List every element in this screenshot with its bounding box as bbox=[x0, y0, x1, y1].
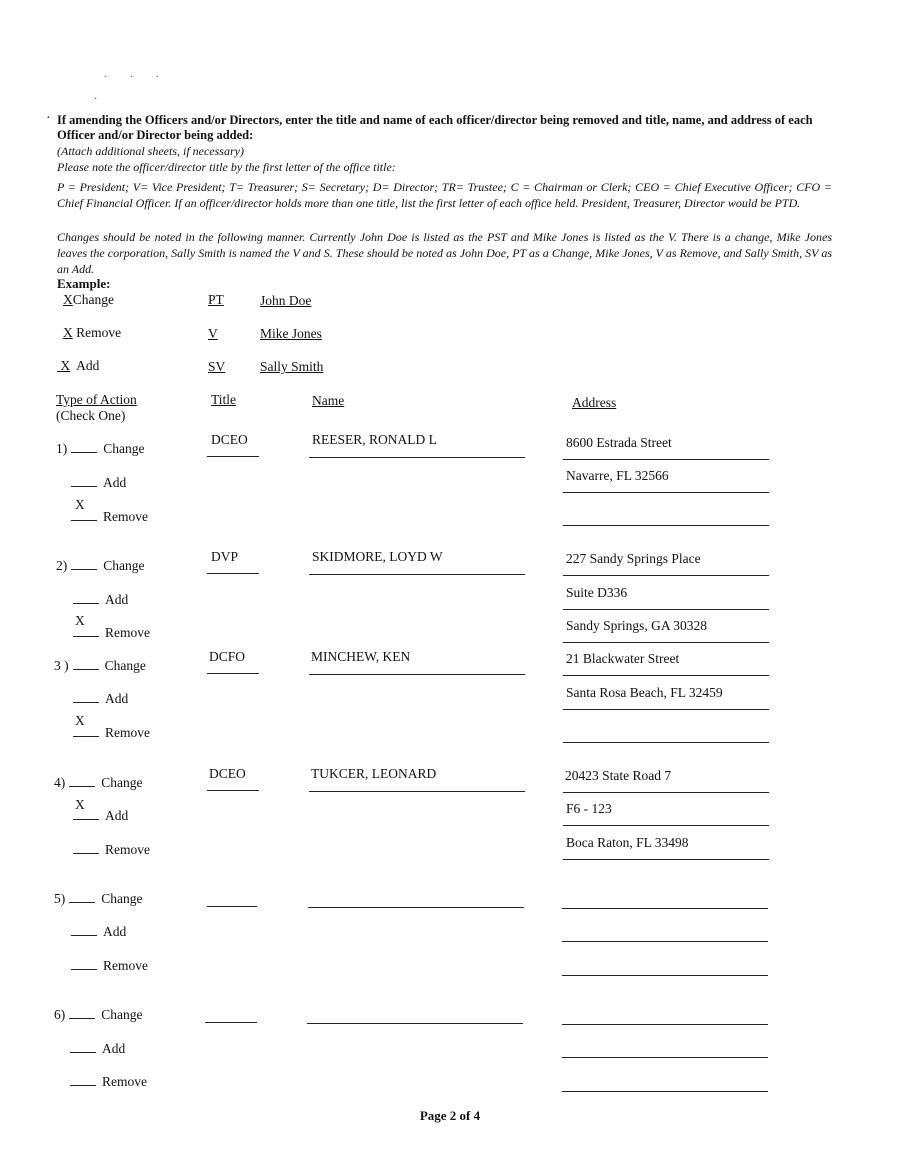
example-row-remove bbox=[63, 325, 121, 341]
title-note: Please note the officer/director title by the first letter of the office title: bbox=[57, 160, 396, 174]
checkbox-blank bbox=[73, 691, 99, 703]
entry-1-add[interactable] bbox=[71, 475, 126, 491]
entry-1-address-line-2: Navarre, FL 32566 bbox=[566, 468, 669, 483]
change-label: Change bbox=[103, 558, 145, 573]
entry-2-address-line-1: 227 Sandy Springs Place bbox=[566, 551, 701, 566]
entry-2-change[interactable] bbox=[56, 558, 145, 574]
checkbox-blank bbox=[70, 1074, 96, 1086]
entry-4-add[interactable] bbox=[73, 808, 128, 824]
remove-label: Remove bbox=[105, 842, 150, 857]
entry-2-add[interactable] bbox=[73, 592, 128, 608]
checkbox-blank bbox=[73, 592, 99, 604]
entry-3-title: DCFO bbox=[209, 649, 246, 664]
entry-4-change[interactable] bbox=[54, 775, 143, 791]
change-label: Change bbox=[101, 775, 143, 790]
example-mark: X bbox=[60, 358, 71, 373]
entry-1-name: REESER, RONALD L bbox=[312, 432, 437, 447]
entry-number: 2) bbox=[56, 558, 68, 573]
checkbox-blank bbox=[73, 658, 99, 670]
example-label: Example: bbox=[57, 276, 111, 291]
entry-3-name: MINCHEW, KEN bbox=[311, 649, 411, 664]
column-header-address: Address bbox=[572, 395, 617, 410]
add-label: Add bbox=[105, 592, 129, 607]
entry-4-remove[interactable] bbox=[73, 842, 150, 858]
title-legend: P = President; V= Vice President; T= Treasurer; S= Secretary; D= Director; TR= Trustee; C = Chairman or Clerk; CEO = Chief Executive Officer; CFO = Chief Financial Officer. If an officer/director holds more than one title, list the first letter of each office held. President, Treasurer, Director would be PTD. bbox=[57, 180, 832, 210]
example-mark: X bbox=[63, 325, 73, 340]
entry-3-address-line-2: Santa Rosa Beach, FL 32459 bbox=[566, 685, 723, 700]
entry-6-change[interactable] bbox=[54, 1007, 143, 1023]
checkbox-blank bbox=[70, 1041, 96, 1053]
example-name: Sally Smith bbox=[260, 359, 324, 374]
entry-5-add[interactable] bbox=[71, 924, 126, 940]
entry-2-remove[interactable] bbox=[73, 625, 150, 641]
entry-4-name: TUKCER, LEONARD bbox=[311, 766, 437, 781]
page-number: Page 2 of 4 bbox=[419, 1108, 481, 1123]
entry-2-address-line-2: Suite D336 bbox=[566, 585, 628, 600]
checkbox-blank bbox=[71, 958, 97, 970]
add-label: Add bbox=[105, 808, 129, 823]
entry-4-add-mark: X bbox=[75, 797, 85, 812]
change-label: Change bbox=[104, 658, 146, 673]
entry-number: 1) bbox=[56, 441, 68, 456]
checkbox-blank bbox=[71, 558, 97, 570]
add-label: Add bbox=[103, 475, 127, 490]
example-action: Add bbox=[76, 358, 100, 373]
entry-1-remove-mark: X bbox=[75, 497, 85, 512]
entry-2-name: SKIDMORE, LOYD W bbox=[312, 549, 443, 564]
entry-1-remove[interactable] bbox=[71, 509, 148, 525]
example-row-change bbox=[63, 292, 114, 308]
entry-1-change[interactable] bbox=[56, 441, 145, 457]
example-row-add bbox=[57, 358, 99, 374]
checkbox-blank bbox=[69, 1007, 95, 1019]
add-label: Add bbox=[103, 924, 127, 939]
entry-6-remove[interactable] bbox=[70, 1074, 147, 1090]
column-header-name: Name bbox=[312, 393, 345, 408]
entry-4-title: DCEO bbox=[209, 766, 246, 781]
scan-mark: · bbox=[94, 94, 108, 105]
entry-4-address-line-1: 20423 State Road 7 bbox=[565, 768, 672, 783]
entry-3-remove[interactable] bbox=[73, 725, 150, 741]
example-name: John Doe bbox=[260, 293, 312, 308]
add-label: Add bbox=[102, 1041, 126, 1056]
example-name: Mike Jones bbox=[260, 326, 322, 341]
entry-3-add[interactable] bbox=[73, 691, 128, 707]
entry-1-title: DCEO bbox=[211, 432, 248, 447]
checkbox-blank bbox=[73, 808, 99, 820]
column-header-action: Type of Action bbox=[56, 392, 137, 407]
entry-3-change[interactable] bbox=[54, 658, 146, 674]
instruction-heading: If amending the Officers and/or Directors, enter the title and name of each officer/director being removed and title, name, and address of each Officer and/or Director being added: bbox=[57, 113, 813, 142]
add-label: Add bbox=[105, 691, 129, 706]
entry-5-change[interactable] bbox=[54, 891, 143, 907]
remove-label: Remove bbox=[103, 509, 148, 524]
checkbox-blank bbox=[69, 891, 95, 903]
entry-number: 5) bbox=[54, 891, 66, 906]
entry-4-address-line-2: F6 - 123 bbox=[566, 801, 612, 816]
scan-marks: · · · bbox=[104, 72, 169, 83]
remove-label: Remove bbox=[105, 725, 150, 740]
entry-2-address-line-3: Sandy Springs, GA 30328 bbox=[566, 618, 708, 633]
entry-number: 6) bbox=[54, 1007, 66, 1022]
entry-5-remove[interactable] bbox=[71, 958, 148, 974]
checkbox-blank bbox=[71, 509, 97, 521]
checkbox-blank bbox=[69, 775, 95, 787]
entry-4-address-line-3: Boca Raton, FL 33498 bbox=[566, 835, 689, 850]
remove-label: Remove bbox=[102, 1074, 147, 1089]
column-header-title: Title bbox=[211, 392, 237, 407]
checkbox-blank bbox=[71, 475, 97, 487]
example-mark: X bbox=[63, 292, 73, 307]
remove-label: Remove bbox=[105, 625, 150, 640]
change-label: Change bbox=[101, 1007, 143, 1022]
example-action: Change bbox=[72, 292, 114, 307]
checkbox-blank bbox=[73, 842, 99, 854]
checkbox-blank bbox=[71, 924, 97, 936]
entry-2-remove-mark: X bbox=[75, 613, 85, 628]
change-label: Change bbox=[101, 891, 143, 906]
entry-number: 3 ) bbox=[54, 658, 69, 673]
example-title: PT bbox=[208, 292, 224, 307]
example-title: SV bbox=[208, 359, 226, 374]
column-header-action-sub: (Check One) bbox=[56, 408, 126, 423]
example-title: V bbox=[208, 326, 218, 341]
entry-1-address-line-1: 8600 Estrada Street bbox=[566, 435, 672, 450]
bullet-marker: · bbox=[46, 111, 51, 126]
checkbox-blank bbox=[73, 625, 99, 637]
entry-3-remove-mark: X bbox=[75, 713, 85, 728]
entry-2-title: DVP bbox=[211, 549, 239, 564]
checkbox-blank bbox=[73, 725, 99, 737]
attach-note: (Attach additional sheets, if necessary) bbox=[57, 144, 244, 158]
example-action: Remove bbox=[76, 325, 122, 340]
checkbox-blank bbox=[71, 441, 97, 453]
entry-number: 4) bbox=[54, 775, 66, 790]
change-label: Change bbox=[103, 441, 145, 456]
entry-3-address-line-1: 21 Blackwater Street bbox=[566, 651, 680, 666]
remove-label: Remove bbox=[103, 958, 148, 973]
entry-6-add[interactable] bbox=[70, 1041, 125, 1057]
changes-note: Changes should be noted in the following manner. Currently John Doe is listed as the PST and Mike Jones is listed as the V. There is a change, Mike Jones leaves the corporation, Sally Smith is named the V and S. These should be noted as John Doe, PT as a Change, Mike Jones, V as Remove, and Sally Smith, SV as an Add. bbox=[57, 230, 832, 276]
